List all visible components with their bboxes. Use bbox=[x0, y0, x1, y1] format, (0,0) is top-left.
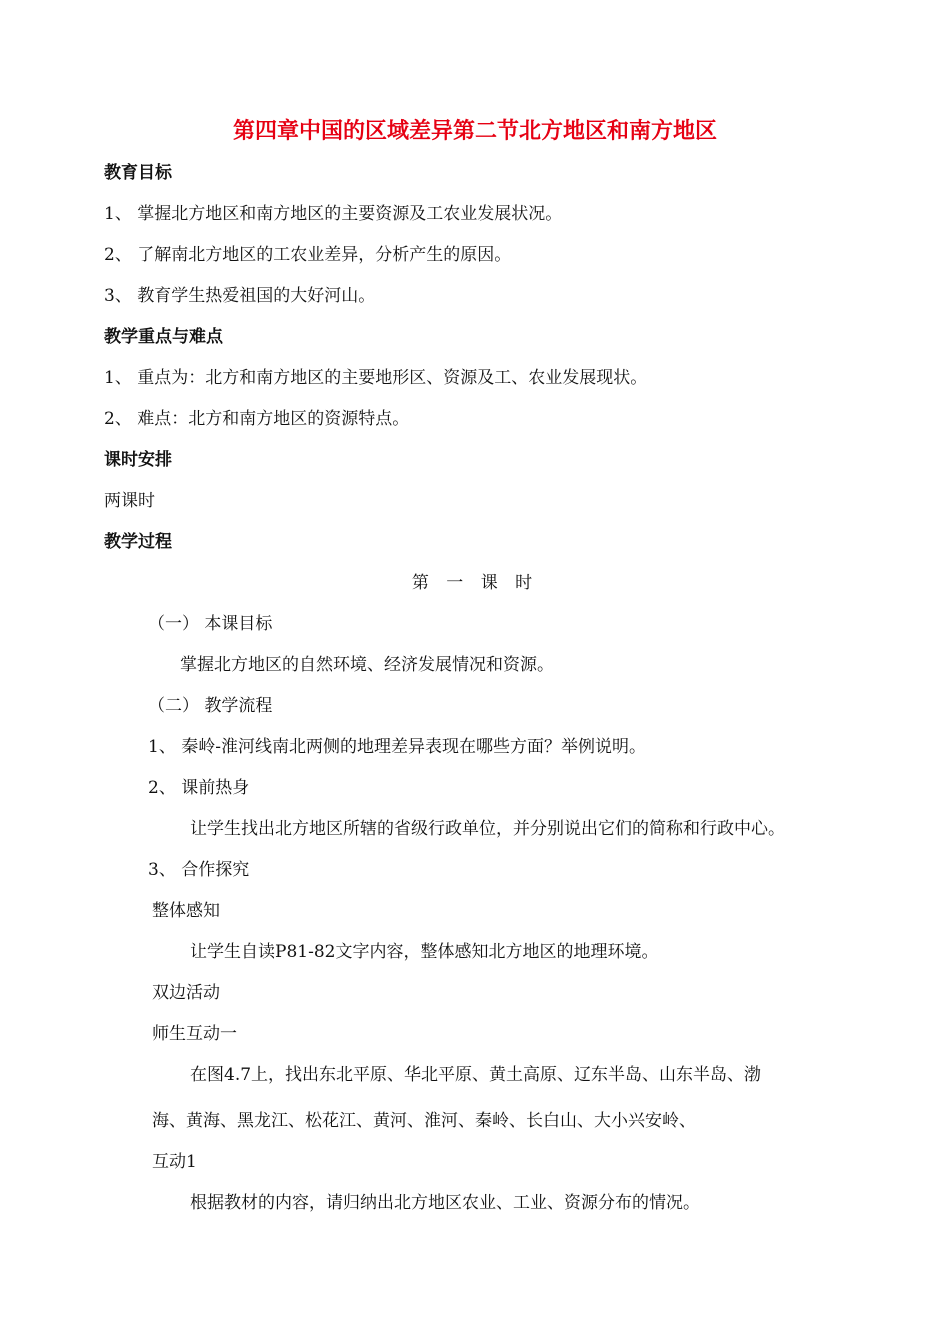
interaction-one-text: 在图4.7上，找出东北平原、华北平原、黄土高原、辽东半岛、山东半岛、渤 bbox=[190, 1065, 762, 1085]
flow-item-2-text: 让学生找出北方地区所辖的省级行政单位，并分别说出它们的简称和行政中心。 bbox=[190, 819, 785, 839]
objective-heading: （一） 本课目标 bbox=[148, 614, 273, 634]
goal-item: 1、 掌握北方地区和南方地区的主要资源及工农业发展状况。 bbox=[104, 204, 563, 224]
lesson-title: 第 一 课 时 bbox=[411, 573, 539, 593]
objective-text: 掌握北方地区的自然环境、经济发展情况和资源。 bbox=[180, 655, 554, 675]
interaction-1-heading: 互动1 bbox=[152, 1152, 197, 1172]
key-item: 1、 重点为：北方和南方地区的主要地形区、资源及工、农业发展现状。 bbox=[104, 368, 648, 388]
key-heading: 教学重点与难点 bbox=[104, 327, 223, 347]
goal-item: 3、 教育学生热爱祖国的大好河山。 bbox=[104, 286, 376, 306]
flow-item-3: 3、 合作探究 bbox=[148, 860, 250, 880]
bilateral-heading: 双边活动 bbox=[152, 983, 220, 1003]
interaction-one-heading: 师生互动一 bbox=[152, 1024, 237, 1044]
process-heading: 教学过程 bbox=[104, 532, 172, 552]
goals-heading: 教育目标 bbox=[104, 163, 172, 183]
flow-item-1: 1、 秦岭-淮河线南北两侧的地理差异表现在哪些方面？举例说明。 bbox=[148, 737, 646, 757]
interaction-1-text: 根据教材的内容，请归纳出北方地区农业、工业、资源分布的情况。 bbox=[190, 1193, 700, 1213]
goal-item: 2、 了解南北方地区的工农业差异，分析产生的原因。 bbox=[104, 245, 512, 265]
flow-heading: （二） 教学流程 bbox=[148, 696, 273, 716]
flow-item-2: 2、 课前热身 bbox=[148, 778, 250, 798]
interaction-one-text-cont: 海、黄海、黑龙江、松花江、黄河、淮河、秦岭、长白山、大小兴安岭、 bbox=[152, 1111, 696, 1131]
key-item: 2、 难点：北方和南方地区的资源特点。 bbox=[104, 409, 410, 429]
document-title: 第四章中国的区域差异第二节北方地区和南方地区 bbox=[232, 118, 717, 144]
schedule-text: 两课时 bbox=[104, 491, 155, 511]
overall-heading: 整体感知 bbox=[152, 901, 220, 921]
overall-text: 让学生自读P81-82文字内容，整体感知北方地区的地理环境。 bbox=[190, 942, 659, 962]
schedule-heading: 课时安排 bbox=[104, 450, 172, 470]
